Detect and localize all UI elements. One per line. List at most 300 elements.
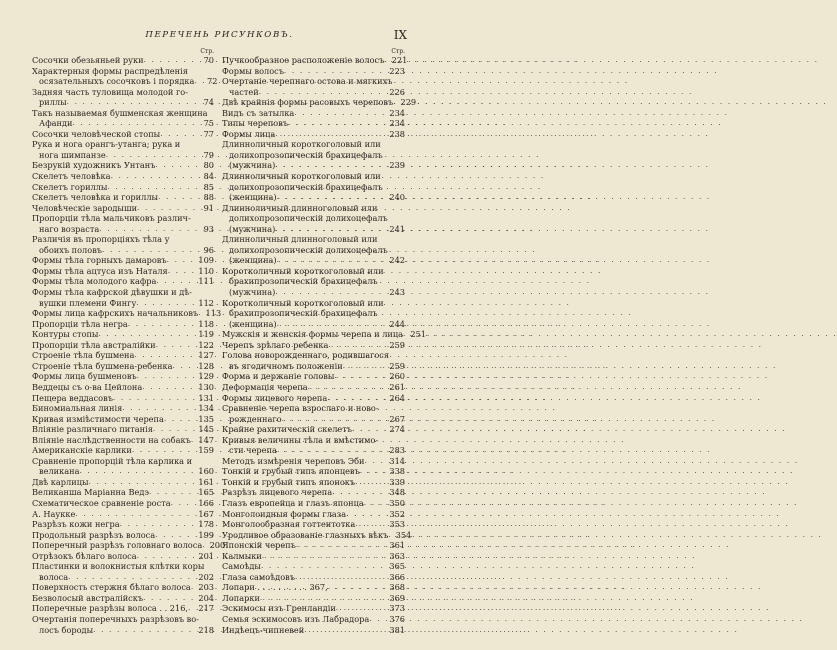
index-entry: [222, 529, 412, 541]
index-entry: [32, 593, 214, 604]
entry-line: [222, 551, 405, 562]
index-entries: [32, 55, 226, 635]
entry-text: (мужчина): [229, 160, 276, 171]
dot-leader: [156, 340, 195, 351]
dot-leader: [275, 160, 386, 171]
entry-text: Разрѣзъ лицевого черепа: [222, 487, 333, 498]
index-entry: [32, 498, 214, 509]
entry-page-number: 167: [198, 508, 214, 519]
dot-leader: [102, 245, 195, 256]
index-entry: [32, 192, 214, 203]
index-entry: [222, 456, 405, 467]
entry-line: [32, 160, 214, 171]
dot-leader: [68, 572, 195, 583]
entry-text: Пучкообразное расположеніе волосъ: [222, 55, 385, 65]
entry-page-number: 200: [209, 540, 226, 551]
entry-text: Мужскія и женскія формы черепа и лица: [222, 329, 404, 340]
dot-leader: [153, 424, 195, 435]
entry-text: Формы тѣла горныхъ дамаровъ: [32, 255, 167, 266]
entry-text: Видъ съ затылка: [222, 107, 295, 118]
entry-page-number: 118: [198, 318, 214, 329]
dot-leader: [155, 530, 195, 541]
entry-line: [222, 561, 405, 572]
entry-line: [222, 382, 405, 393]
entry-line: [222, 477, 405, 488]
entry-line: [222, 393, 405, 404]
index-entry: [32, 435, 214, 446]
dot-leader: [277, 255, 386, 266]
entry-text: Сосочки человѣческой стопы: [32, 128, 161, 139]
entry-text: Самоѣды: [222, 561, 261, 572]
page-column-label: Стр.: [391, 48, 405, 55]
dot-leader: [275, 129, 386, 140]
entry-text: Формы лица бушменовъ: [32, 371, 137, 382]
index-entry: [32, 561, 214, 582]
dot-leader: [365, 456, 386, 467]
entry-page-number: 352: [389, 508, 405, 519]
index-entry: [222, 435, 405, 456]
index-entry: [222, 97, 417, 108]
entry-page-number: 259: [389, 360, 405, 371]
entry-line: [222, 340, 405, 351]
entry-line: [32, 361, 214, 372]
entry-text: Вліяніе различнаго питанія: [32, 424, 153, 435]
entry-text: Коротколичный короткоголовый или: [222, 297, 384, 308]
entry-line: [222, 266, 405, 277]
entry-text: долихопрозопическій брахицефалъ: [229, 149, 383, 160]
entry-page-number: 131: [198, 392, 214, 403]
entry-line: [32, 487, 214, 498]
dot-leader: [355, 519, 386, 530]
entry-line: [32, 350, 214, 361]
index-entry: [222, 118, 405, 129]
entry-page-number: 244: [389, 318, 405, 329]
entry-page-number: 134: [198, 403, 214, 414]
entry-line: [222, 139, 405, 150]
entry-text: осязательныхъ сосочковъ і порядка: [39, 76, 195, 87]
entry-line: [32, 403, 214, 414]
index-entry: [222, 350, 405, 371]
entry-text: Пластинки и волокнистыя клѣтки коры: [32, 561, 205, 572]
entry-line: [32, 319, 214, 330]
dot-leader: [308, 382, 386, 393]
index-entry: [32, 551, 214, 562]
index-entry: [222, 582, 405, 593]
entry-page-number: 363: [389, 550, 405, 561]
entry-page-number: 110: [198, 265, 214, 276]
entry-line: [32, 66, 214, 77]
entry-line: [222, 192, 405, 203]
entry-text: Пещера веддасовъ: [32, 392, 113, 403]
entry-page-number: 348: [389, 487, 405, 498]
index-entry: [222, 466, 405, 477]
entry-page-number: 264: [389, 392, 405, 403]
entry-page-number: 70: [203, 55, 214, 65]
dot-leader: [294, 108, 386, 119]
dot-leader: [334, 371, 386, 382]
index-entry: [32, 203, 214, 214]
entry-line: [32, 393, 214, 404]
entry-text: Скелетъ человѣка: [32, 171, 111, 182]
index-entry: [32, 456, 214, 477]
entry-text: Эскимосы изъ Гренландіи: [222, 603, 336, 614]
entry-line: [222, 519, 405, 530]
entry-text: Лопари . . . . . . . . . . 367,: [222, 582, 328, 593]
entry-line: [32, 551, 214, 562]
dot-leader: [134, 350, 195, 361]
entry-page-number: 122: [198, 339, 214, 350]
entry-page-number: 240: [389, 192, 405, 203]
index-entry: [32, 287, 214, 308]
index-entry: [222, 76, 405, 97]
entry-page-number: 234: [389, 118, 405, 129]
dot-leader: [188, 603, 195, 614]
entry-text: Различія въ пропорціяхъ тѣла у: [32, 234, 170, 245]
entry-page-number: 91: [203, 202, 214, 213]
entry-text: частей: [229, 86, 259, 97]
index-entry: [32, 382, 214, 393]
entry-line: [222, 150, 405, 161]
entry-line: [32, 340, 214, 351]
entry-line: [222, 487, 405, 498]
entry-line: [32, 625, 214, 636]
entry-page-number: 75: [203, 118, 214, 129]
entry-text: Формы лицевого черепа: [222, 392, 328, 403]
dot-leader: [106, 150, 195, 161]
dot-leader: [89, 477, 196, 488]
index-entry: [32, 160, 214, 171]
index-entry: [222, 66, 405, 77]
entry-line: [32, 530, 214, 541]
entry-page-number: 72: [207, 76, 218, 87]
entry-text: Контуры стопы: [32, 329, 99, 340]
entry-page-number: 238: [389, 128, 405, 139]
entry-text: Формы лица: [222, 128, 276, 139]
entry-line: [32, 255, 214, 266]
index-entry: [32, 509, 214, 520]
entry-line: [32, 466, 214, 477]
index-entry: [32, 603, 214, 614]
dot-leader: [120, 519, 195, 530]
entry-line: [222, 245, 405, 256]
index-entry: [222, 498, 405, 509]
index-entry: [222, 424, 405, 435]
entry-line: [222, 255, 405, 266]
entry-line: [32, 213, 214, 224]
entry-line: [222, 403, 405, 414]
entry-page-number: 165: [198, 487, 214, 498]
dot-leader: [75, 509, 195, 520]
index-entry: [222, 519, 405, 530]
entry-text: Сосочки обезьяньей руки: [32, 55, 144, 65]
index-entry: [222, 603, 405, 614]
entry-page-number: 339: [389, 476, 405, 487]
entry-page-number: 274: [389, 424, 405, 435]
dot-leader: [155, 160, 195, 171]
entry-page-number: 88: [203, 192, 214, 203]
entry-line: [222, 414, 405, 425]
entry-line: [32, 308, 222, 319]
entry-text: Черепъ зрѣлаго ребенка: [222, 339, 329, 350]
entry-page-number: 113: [205, 308, 222, 319]
dot-leader: [142, 382, 195, 393]
entry-line: [32, 287, 214, 298]
entry-text: Японскій черепъ: [222, 540, 296, 551]
index-entry: [222, 298, 405, 330]
entry-page-number: 84: [203, 171, 214, 182]
entry-line: [222, 66, 405, 77]
entry-line: [32, 593, 214, 604]
dot-leader: [171, 498, 195, 509]
dot-leader: [261, 561, 386, 572]
dot-leader: [164, 414, 195, 425]
entry-page-number: 201: [198, 550, 214, 561]
index-entry: [222, 593, 405, 604]
entry-text: рожденнаго: [229, 413, 282, 424]
entry-text: Тонкій и грубый типъ японцевъ: [222, 466, 360, 477]
entry-text: Американскіе карлики: [32, 445, 132, 456]
entry-text: (женщина): [229, 255, 277, 266]
entry-line: [32, 150, 214, 161]
entry-text: нога шимпанзе: [39, 149, 106, 160]
index-entry: [222, 234, 405, 266]
index-entry: [32, 108, 214, 129]
index-entries: [222, 55, 427, 635]
entry-line: [32, 477, 214, 488]
entry-text: Двѣ крайнія формы расовыхъ череповъ: [222, 97, 394, 108]
entry-line: [222, 625, 405, 636]
entry-text: Тонкій и грубый типъ японокъ: [222, 476, 356, 487]
entry-text: Вліяніе наслѣдственности на собакъ: [32, 434, 191, 445]
entry-page-number: 353: [389, 519, 405, 530]
entry-page-number: 239: [389, 160, 405, 171]
entry-page-number: 366: [389, 571, 405, 582]
dot-leader: [137, 371, 195, 382]
dot-leader: [260, 593, 386, 604]
index-entry: [32, 403, 214, 414]
index-entry: [222, 614, 405, 625]
entry-text: Уродливое образованіе глазныхъ вѣкъ: [222, 529, 389, 540]
entry-line: [32, 76, 218, 87]
entry-text: А. Наукке: [32, 508, 76, 519]
entry-text: Голова новорожденнаго, родившагося: [222, 350, 390, 361]
page-number: IX: [393, 28, 407, 42]
entry-line: [32, 182, 214, 193]
entry-text: наго возраста: [39, 223, 100, 234]
entry-line: [222, 234, 405, 245]
dot-leader: [355, 477, 386, 488]
entry-page-number: 77: [203, 128, 214, 139]
entry-line: [32, 509, 214, 520]
entry-line: [32, 266, 214, 277]
entry-page-number: 147: [198, 434, 214, 445]
entry-text: Длинноличный длинноголовый или: [222, 234, 378, 245]
dot-leader: [79, 466, 195, 477]
entry-page-number: 283: [389, 445, 405, 456]
dot-leader: [332, 487, 386, 498]
entry-text: Великанша Маріанна Ведэ: [32, 487, 149, 498]
entry-line: [32, 371, 214, 382]
page-title: ПЕРЕЧЕНЬ РИСУНКОВЪ.: [145, 30, 294, 40]
entry-page-number: 241: [389, 223, 405, 234]
entry-line: [222, 361, 405, 372]
entry-text: Веддецы съ о-ва Цейлона: [32, 381, 143, 392]
index-entry: [32, 371, 214, 382]
entry-page-number: 229: [400, 97, 417, 108]
entry-text: Глазъ европейца и глазъ японца: [222, 497, 364, 508]
entry-page-number: 243: [389, 287, 405, 298]
dot-leader: [288, 118, 386, 129]
entry-text: Форма и держаніе головы: [222, 371, 335, 382]
dot-leader: [277, 192, 386, 203]
entry-text: Поперечный разрѣзъ головнаго волоса: [32, 540, 203, 551]
index-entry: [32, 414, 214, 425]
dot-leader: [122, 403, 195, 414]
index-entry: [222, 561, 405, 572]
entry-page-number: 350: [389, 497, 405, 508]
entry-text: въ ягодичномъ положеніи: [229, 360, 343, 371]
entry-line: [222, 603, 405, 614]
index-entry: [222, 171, 405, 203]
dot-leader: [284, 66, 386, 77]
entry-text: Схематическое сравненіе роста: [32, 497, 171, 508]
entry-text: Формы волосъ: [222, 65, 284, 76]
index-entry: [222, 551, 405, 562]
dot-leader: [93, 625, 195, 636]
dot-leader: [296, 540, 386, 551]
dot-leader: [168, 266, 195, 277]
entry-line: [222, 540, 405, 551]
entry-page-number: 119: [198, 329, 214, 340]
index-entry: [222, 55, 408, 66]
entry-page-number: 218: [198, 624, 214, 635]
entry-line: [32, 234, 214, 245]
entry-page-number: 130: [198, 381, 214, 392]
entry-page-number: 267: [389, 413, 405, 424]
entry-line: [222, 287, 405, 298]
entry-text: Рука и нога орангъ-утанга; рука и: [32, 139, 181, 150]
entry-line: [222, 182, 405, 193]
entry-text: Отрѣзокъ бѣлаго волоса: [32, 550, 137, 561]
entry-page-number: 251: [410, 329, 427, 340]
entry-line: [32, 55, 214, 66]
entry-line: [32, 108, 214, 119]
entry-page-number: 226: [389, 86, 405, 97]
entry-page-number: 161: [198, 476, 214, 487]
entry-text: Лопарки: [222, 592, 260, 603]
entry-text: Коротколичный короткоголовый или: [222, 265, 384, 276]
entry-line: [32, 224, 214, 235]
dot-leader: [160, 129, 195, 140]
index-entry: [32, 582, 214, 593]
entry-text: Афанди: [39, 118, 73, 129]
index-entry: [32, 329, 214, 340]
entry-page-number: 223: [389, 65, 405, 76]
entry-line: [222, 371, 405, 382]
entry-page-number: 365: [389, 561, 405, 572]
dot-leader: [282, 414, 386, 425]
dot-leader: [304, 625, 386, 636]
dot-leader: [143, 593, 195, 604]
entry-page-number: 80: [203, 160, 214, 171]
entry-line: [222, 529, 412, 541]
entry-page-number: 217: [198, 603, 214, 614]
entry-text: брахипрозопическій брахицефалъ: [229, 308, 378, 319]
dot-leader: [275, 287, 386, 298]
entry-text: Формы тѣла кафрской дѣвушки и дѣ-: [32, 287, 192, 298]
dot-leader: [111, 171, 195, 182]
entry-text: Поверхность стержня бѣлаго волоса: [32, 582, 191, 593]
entry-line: [32, 139, 214, 150]
entry-line: [32, 561, 214, 572]
entry-text: риллы: [39, 97, 67, 108]
entry-line: [222, 319, 405, 330]
entry-page-number: 135: [198, 413, 214, 424]
index-entry: [32, 361, 214, 372]
dot-leader: [67, 97, 195, 108]
entry-line: [222, 582, 405, 593]
index-entry: [32, 540, 226, 551]
entry-page-number: 85: [203, 181, 214, 192]
index-entry: [32, 171, 214, 182]
entry-line: [32, 572, 214, 583]
entry-text: Очертанія поперечныхъ разрѣзовъ во-: [32, 613, 199, 624]
entry-line: [222, 97, 417, 108]
index-entry: [222, 382, 405, 393]
dot-leader: [136, 298, 195, 309]
entry-text: Пропорціи тѣла мальчиковъ различ-: [32, 213, 191, 224]
entry-text: Скелетъ гориллы: [32, 181, 108, 192]
entry-text: Пропорціи тѣла негра: [32, 318, 128, 329]
dot-leader: [72, 118, 195, 129]
entry-page-number: 93: [203, 223, 214, 234]
dot-leader: [158, 192, 195, 203]
entry-line: [32, 424, 214, 435]
entry-text: (мужчина): [229, 223, 276, 234]
dot-leader: [149, 487, 195, 498]
entry-page-number: 127: [198, 350, 214, 361]
entry-page-number: 129: [198, 371, 214, 382]
entry-text: великана: [39, 466, 80, 477]
index-entry: [32, 487, 214, 498]
entry-text: долихопрозопическій долихоцефалъ: [229, 244, 388, 255]
entry-page-number: 354: [395, 529, 412, 540]
entry-text: Безрукій художникъ Унтанъ: [32, 160, 156, 171]
entry-line: [222, 308, 405, 319]
entry-page-number: 128: [198, 360, 214, 371]
index-entry: [32, 445, 214, 456]
entry-page-number: 314: [389, 455, 405, 466]
entry-line: [222, 509, 405, 520]
entry-line: [222, 129, 405, 140]
index-entry: [222, 403, 405, 424]
entry-text: Длинноличный короткоголовый или: [222, 139, 381, 150]
entry-text: Типы череповъ: [222, 118, 289, 129]
index-entry: [32, 55, 214, 66]
entry-page-number: 199: [198, 529, 214, 540]
entry-page-number: 159: [198, 445, 214, 456]
entry-page-number: 373: [389, 603, 405, 614]
entry-page-number: 260: [389, 371, 405, 382]
entry-page-number: 369: [389, 592, 405, 603]
entry-page-number: 178: [198, 519, 214, 530]
entry-text: (женщина): [229, 192, 277, 203]
entry-text: Методъ измѣренія череповъ Эби: [222, 455, 365, 466]
dot-leader: [132, 445, 195, 456]
entry-text: Разрѣзъ кожи негра: [32, 519, 120, 530]
index-entry: [222, 540, 405, 551]
page-header: [0, 30, 439, 44]
